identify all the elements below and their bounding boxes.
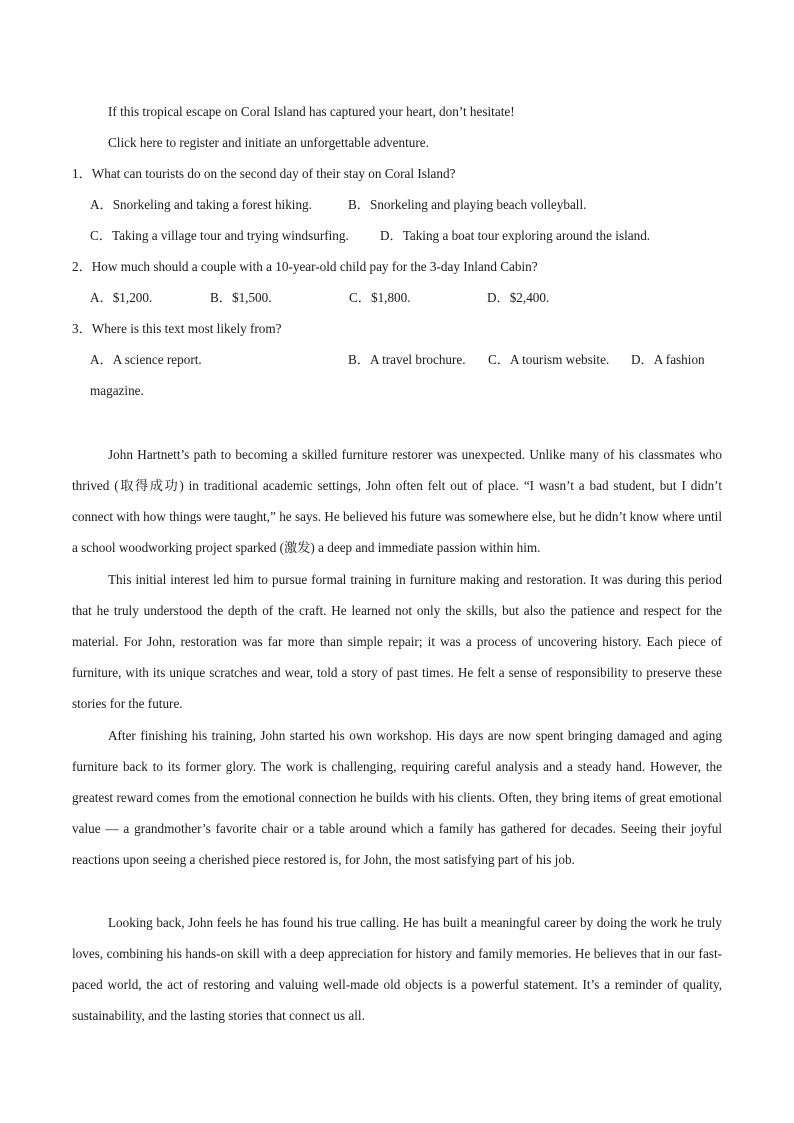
article-paragraph-1: John Hartnett’s path to becoming a skilled furniture restorer was unexpected. Unlike many of his classmates who thrived (取得成功) in traditional academic settings, John often felt out of place. “I wasn’t a bad student, but I didn’t connect with how things were taught,” he says. He believed his future was somewhere else, but he didn’t know where until a school woodworking project sparked (激发) a deep and immediate passion within him. xyxy=(72,447,722,556)
question-3-stem: 3．Where is this text most likely from? xyxy=(72,321,282,336)
article-paragraph-2: This initial interest led him to pursue formal training in furniture making and restoration. It was during this period that he truly understood the depth of the craft. He learned not only the skills, but also the patience and respect for the material. For John, restoration was far more than simple repair; it was a process of uncovering history. Each piece of furniture, with its unique scratches and wear, told a story of past times. He felt a sense of responsibility to preserve these stories for the future. xyxy=(72,572,722,712)
question-2-stem: 2．How much should a couple with a 10-year-old child pay for the 3-day Inland Cabin? xyxy=(72,259,538,274)
question-1-option-d: D．Taking a boat tour exploring around the island. xyxy=(380,228,651,243)
question-3-option-b: B．A travel brochure. xyxy=(348,352,466,367)
question-3-option-d: D．A fashion xyxy=(631,352,705,367)
question-1-option-b: B．Snorkeling and playing beach volleyball. xyxy=(348,197,587,212)
question-3-option-a: A．A science report. xyxy=(90,352,202,367)
question-2-option-c: C．$1,800. xyxy=(349,290,411,305)
article-paragraph-4: Looking back, John feels he has found his true calling. He has built a meaningful career by doing the work he truly loves, combining his hands-on skill with a deep appreciation for history and family memories. He believes that in our fast-paced world, the act of restoring and valuing well-made old objects is a powerful statement. It’s a reminder of quality, sustainability, and the lasting stories that connect us all. xyxy=(72,915,722,1024)
intro-line-1: If this tropical escape on Coral Island has captured your heart, don’t hesitate! xyxy=(108,104,515,119)
question-2-option-b: B．$1,500. xyxy=(210,290,272,305)
article-paragraph-3: After finishing his training, John started his own workshop. His days are now spent bringing damaged and aging furniture back to its former glory. The work is challenging, requiring careful analysis and a steady hand. However, the greatest reward comes from the emotional connection he builds with his clients. Often, they bring items of great emotional value — a grandmother’s favorite chair or a table around which a family has gathered for decades. Seeing their joyful reactions upon seeing a cherished piece restored is, for John, the most satisfying part of his job. xyxy=(72,728,722,868)
question-3-option-c: C．A tourism website. xyxy=(488,352,610,367)
question-2-option-a: A．$1,200. xyxy=(90,290,153,305)
question-2-option-d: D．$2,400. xyxy=(487,290,550,305)
question-1-option-c: C．Taking a village tour and trying windsurfing. xyxy=(90,228,349,243)
question-3-option-d-continued: magazine. xyxy=(90,383,144,398)
question-1-stem: 1．What can tourists do on the second day of their stay on Coral Island? xyxy=(72,166,456,181)
question-1-option-a: A．Snorkeling and taking a forest hiking. xyxy=(90,197,312,212)
intro-line-2: Click here to register and initiate an unforgettable adventure. xyxy=(108,135,429,150)
